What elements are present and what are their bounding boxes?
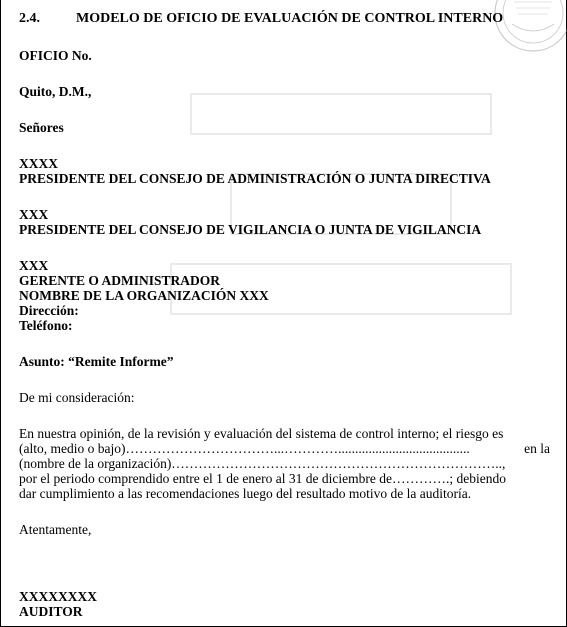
subject-line: Asunto: “Remite Informe” bbox=[19, 354, 174, 369]
greeting: De mi consideración: bbox=[19, 390, 135, 405]
signature-name: XXXXXXXX bbox=[19, 589, 97, 604]
place-date: Quito, D.M., bbox=[19, 84, 92, 99]
section-number: 2.4. bbox=[19, 11, 40, 26]
institution-seal-icon bbox=[492, 0, 567, 54]
body-line-2-right: en la bbox=[524, 441, 550, 456]
recipient-3-title: GERENTE O ADMINISTRADOR bbox=[19, 273, 221, 288]
salutation: Señores bbox=[19, 120, 64, 135]
oficio-number: OFICIO No. bbox=[19, 48, 92, 63]
closing: Atentamente, bbox=[19, 522, 92, 537]
letter-content bbox=[19, 48, 550, 619]
body-line-2-left: (alto, medio o bajo)……………………………...…………....................................... bbox=[19, 441, 470, 456]
organization-name: NOMBRE DE LA ORGANIZACIÓN XXX bbox=[19, 288, 269, 303]
body-line-3: (nombre de la organización)……………………………………………………………….., bbox=[19, 456, 506, 471]
body-paragraph bbox=[19, 426, 550, 501]
address-label: Dirección: bbox=[19, 303, 79, 318]
body-line-4: por el periodo comprendido entre el 1 de enero al 31 de diciembre de………….; debiendo bbox=[19, 471, 506, 486]
body-line-5: dar cumplimiento a las recomendaciones luego del resultado motivo de la auditoría. bbox=[19, 486, 472, 501]
phone-label: Teléfono: bbox=[19, 318, 73, 333]
recipient-1-name: XXXX bbox=[19, 156, 58, 171]
recipient-1-title: PRESIDENTE DEL CONSEJO DE ADMINISTRACIÓN O JUNTA DIRECTIVA bbox=[19, 171, 491, 186]
body-line-2 bbox=[19, 441, 550, 456]
section-heading bbox=[19, 11, 556, 26]
section-title: MODELO DE OFICIO DE EVALUACIÓN DE CONTROL INTERNO bbox=[76, 11, 504, 26]
signature-title: AUDITOR bbox=[19, 604, 83, 619]
body-line-1: En nuestra opinión, de la revisión y evaluación del sistema de control interno; el riesgo es bbox=[19, 426, 504, 441]
recipient-2-title: PRESIDENTE DEL CONSEJO DE VIGILANCIA O JUNTA DE VIGILANCIA bbox=[19, 222, 482, 237]
recipient-3-name: XXX bbox=[19, 258, 49, 273]
recipient-2-name: XXX bbox=[19, 207, 49, 222]
